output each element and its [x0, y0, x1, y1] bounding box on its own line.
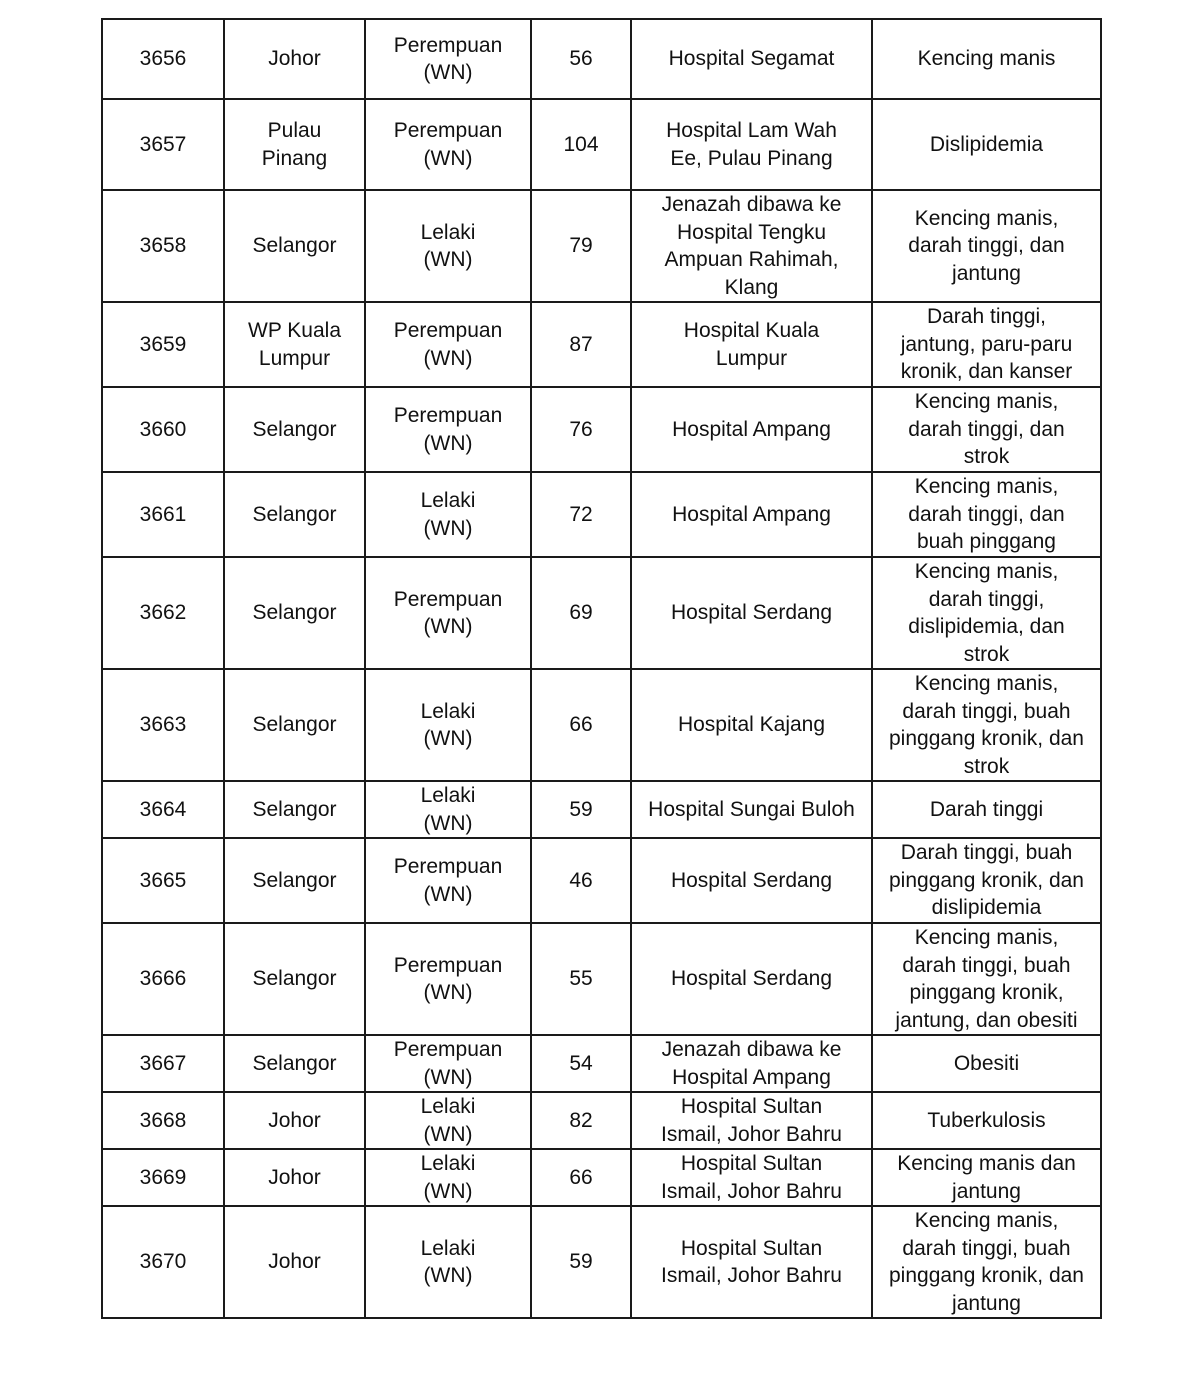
gender-line: Perempuan	[393, 587, 503, 611]
place-of-death-line: Hospital Serdang	[670, 868, 833, 892]
gender-line: Perempuan	[393, 319, 503, 342]
comorbidity-line: dislipidemia	[931, 896, 1042, 920]
state-line: Johor	[268, 1165, 321, 1189]
case-number-cell: 3657	[102, 99, 224, 190]
case-number-cell: 3661	[102, 472, 224, 557]
state-line: Pinang	[261, 146, 328, 170]
case-number-cell: 3669	[102, 1149, 224, 1206]
gender-cell	[365, 302, 531, 387]
state-cell	[224, 669, 365, 781]
gender-line: Lelaki	[420, 220, 476, 244]
comorbidity-line: darah tinggi,	[928, 587, 1045, 611]
comorbidity-cell	[872, 1035, 1101, 1092]
comorbidity-line: jantung	[952, 1291, 1021, 1315]
comorbidity-cell	[872, 472, 1101, 557]
place-of-death-line: Ampuan Rahimah,	[664, 248, 839, 271]
table-row	[102, 19, 1101, 99]
age-cell: 66	[531, 1149, 631, 1206]
comorbidity-line: pinggang kronik,	[909, 981, 1064, 1004]
gender-line: (WN)	[423, 727, 473, 750]
gender-line: Lelaki	[420, 1095, 476, 1118]
comorbidity-line: Kencing manis dan	[897, 1152, 1076, 1175]
age-cell: 59	[531, 781, 631, 838]
age-cell: 104	[531, 99, 631, 190]
gender-line: Lelaki	[420, 699, 476, 723]
comorbidity-cell	[872, 99, 1101, 190]
state-line: Selangor	[252, 601, 337, 625]
gender-line: Perempuan	[393, 119, 503, 142]
table-row	[102, 838, 1101, 923]
case-number-cell: 3664	[102, 781, 224, 838]
age-cell: 56	[531, 19, 631, 99]
comorbidity-line: buah pinggang	[917, 530, 1056, 554]
state-line: Selangor	[252, 502, 337, 526]
place-of-death-cell	[631, 302, 872, 387]
gender-line: (WN)	[423, 1122, 473, 1146]
place-of-death-cell	[631, 387, 872, 472]
comorbidity-line: Kencing manis,	[914, 672, 1059, 695]
case-number-cell: 3658	[102, 190, 224, 302]
age-cell: 82	[531, 1092, 631, 1149]
place-of-death-cell	[631, 19, 872, 99]
age-cell: 87	[531, 302, 631, 387]
case-number-cell: 3666	[102, 923, 224, 1035]
place-of-death-line: Jenazah dibawa ke	[661, 1038, 842, 1061]
comorbidity-line: jantung	[952, 261, 1021, 285]
place-of-death-cell	[631, 99, 872, 190]
place-of-death-cell	[631, 1092, 872, 1149]
case-number-cell: 3670	[102, 1206, 224, 1318]
place-of-death-line: Hospital Sultan	[680, 1152, 823, 1175]
age-cell: 59	[531, 1206, 631, 1318]
place-of-death-line: Hospital Sultan	[680, 1236, 823, 1260]
place-of-death-line: Jenazah dibawa ke	[661, 193, 842, 216]
table-row	[102, 387, 1101, 472]
state-cell	[224, 1149, 365, 1206]
gender-line: (WN)	[423, 346, 473, 370]
comorbidity-cell	[872, 923, 1101, 1035]
gender-line: Lelaki	[420, 1152, 476, 1175]
gender-cell	[365, 838, 531, 923]
gender-cell	[365, 387, 531, 472]
place-of-death-line: Hospital Ampang	[672, 502, 831, 526]
comorbidity-line: Kencing manis,	[914, 390, 1059, 414]
gender-cell	[365, 19, 531, 99]
place-of-death-line: Klang	[724, 275, 779, 299]
comorbidity-cell	[872, 781, 1101, 838]
comorbidity-cell	[872, 557, 1101, 669]
place-of-death-cell	[631, 923, 872, 1035]
table-row	[102, 99, 1101, 190]
state-cell	[224, 19, 365, 99]
case-number-cell: 3662	[102, 557, 224, 669]
gender-line: (WN)	[423, 1179, 473, 1203]
comorbidity-line: jantung, paru-paru	[900, 332, 1073, 356]
table-row	[102, 1035, 1101, 1092]
case-number-cell: 3660	[102, 387, 224, 472]
state-line: Selangor	[252, 234, 337, 258]
place-of-death-line: Hospital Kuala	[683, 319, 820, 342]
comorbidity-cell	[872, 1149, 1101, 1206]
place-of-death-line: Hospital Ampang	[672, 1065, 831, 1089]
table-row	[102, 190, 1101, 302]
place-of-death-line: Lumpur	[715, 346, 788, 370]
gender-line: (WN)	[423, 981, 473, 1004]
place-of-death-cell	[631, 557, 872, 669]
comorbidity-cell	[872, 838, 1101, 923]
age-cell: 46	[531, 838, 631, 923]
comorbidity-line: Darah tinggi	[929, 797, 1044, 821]
gender-line: Lelaki	[420, 489, 476, 512]
gender-cell	[365, 472, 531, 557]
comorbidity-line: Kencing manis,	[914, 475, 1059, 499]
gender-line: Perempuan	[393, 33, 503, 57]
place-of-death-cell	[631, 781, 872, 838]
state-line: Selangor	[252, 868, 337, 892]
comorbidity-line: Tuberkulosis	[927, 1108, 1046, 1132]
place-of-death-cell	[631, 1149, 872, 1206]
gender-cell	[365, 1035, 531, 1092]
gender-line: Perempuan	[393, 953, 503, 977]
age-cell: 79	[531, 190, 631, 302]
case-number-cell: 3667	[102, 1035, 224, 1092]
state-cell	[224, 1035, 365, 1092]
comorbidity-line: darah tinggi, dan	[908, 417, 1065, 441]
comorbidity-line: Darah tinggi,	[926, 305, 1047, 329]
place-of-death-cell	[631, 669, 872, 781]
state-line: Selangor	[252, 1051, 337, 1075]
gender-line: Perempuan	[393, 1038, 503, 1061]
gender-line: (WN)	[423, 615, 473, 638]
gender-cell	[365, 1206, 531, 1318]
case-number-cell: 3663	[102, 669, 224, 781]
table-row	[102, 1206, 1101, 1318]
place-of-death-cell	[631, 1206, 872, 1318]
age-cell: 54	[531, 1035, 631, 1092]
age-cell: 69	[531, 557, 631, 669]
state-cell	[224, 923, 365, 1035]
comorbidity-line: Darah tinggi, buah	[900, 841, 1073, 865]
document-page	[101, 18, 1100, 1319]
state-line: Johor	[268, 1250, 321, 1274]
comorbidity-line: darah tinggi, dan	[908, 502, 1065, 526]
place-of-death-line: Hospital Serdang	[670, 601, 833, 625]
comorbidity-line: jantung, dan obesiti	[895, 1008, 1078, 1032]
state-line: WP Kuala	[248, 319, 341, 342]
table-row	[102, 472, 1101, 557]
age-cell: 55	[531, 923, 631, 1035]
gender-cell	[365, 781, 531, 838]
state-cell	[224, 781, 365, 838]
gender-cell	[365, 669, 531, 781]
place-of-death-cell	[631, 838, 872, 923]
gender-line: (WN)	[423, 431, 473, 455]
gender-cell	[365, 1092, 531, 1149]
gender-cell	[365, 190, 531, 302]
age-cell: 72	[531, 472, 631, 557]
state-line: Selangor	[252, 417, 337, 441]
comorbidity-cell	[872, 190, 1101, 302]
comorbidity-line: Obesiti	[953, 1051, 1020, 1075]
comorbidity-line: jantung	[952, 1179, 1021, 1203]
state-cell	[224, 472, 365, 557]
place-of-death-line: Ee, Pulau Pinang	[670, 146, 833, 170]
table-row	[102, 781, 1101, 838]
case-number-cell: 3668	[102, 1092, 224, 1149]
comorbidity-line: Kencing manis	[917, 47, 1056, 71]
comorbidity-cell	[872, 19, 1101, 99]
age-cell: 66	[531, 669, 631, 781]
place-of-death-line: Hospital Segamat	[668, 47, 835, 71]
comorbidity-line: strok	[963, 445, 1010, 469]
state-line: Johor	[268, 1108, 321, 1132]
state-cell	[224, 838, 365, 923]
comorbidity-cell	[872, 302, 1101, 387]
state-cell	[224, 1092, 365, 1149]
gender-line: (WN)	[423, 516, 473, 540]
place-of-death-line: Ismail, Johor Bahru	[661, 1264, 842, 1287]
case-number-cell: 3659	[102, 302, 224, 387]
state-cell	[224, 190, 365, 302]
place-of-death-line: Hospital Lam Wah	[666, 119, 837, 142]
comorbidity-line: Kencing manis,	[914, 206, 1059, 230]
place-of-death-line: Hospital Sungai Buloh	[648, 797, 855, 821]
place-of-death-line: Hospital Ampang	[672, 417, 831, 441]
table-row	[102, 923, 1101, 1035]
table-row	[102, 557, 1101, 669]
place-of-death-cell	[631, 1035, 872, 1092]
place-of-death-line: Hospital Kajang	[677, 713, 826, 737]
gender-line: (WN)	[423, 811, 473, 835]
place-of-death-cell	[631, 472, 872, 557]
comorbidity-line: darah tinggi, buah	[902, 1236, 1071, 1260]
state-line: Lumpur	[258, 346, 331, 370]
comorbidity-cell	[872, 387, 1101, 472]
state-cell	[224, 387, 365, 472]
table-row	[102, 302, 1101, 387]
state-line: Johor	[268, 47, 321, 71]
gender-line: (WN)	[423, 146, 473, 170]
state-cell	[224, 557, 365, 669]
state-cell	[224, 1206, 365, 1318]
place-of-death-line: Ismail, Johor Bahru	[661, 1179, 842, 1203]
state-cell	[224, 99, 365, 190]
gender-line: (WN)	[423, 1264, 473, 1287]
state-line: Selangor	[252, 967, 337, 991]
comorbidity-line: Kencing manis,	[914, 1209, 1059, 1232]
comorbidity-line: pinggang kronik, dan	[889, 727, 1084, 750]
gender-line: Lelaki	[420, 784, 476, 807]
table-body	[102, 19, 1101, 1318]
case-number-cell: 3665	[102, 838, 224, 923]
gender-cell	[365, 1149, 531, 1206]
place-of-death-line: Hospital Serdang	[670, 967, 833, 991]
table-row	[102, 669, 1101, 781]
comorbidity-cell	[872, 669, 1101, 781]
gender-line: (WN)	[423, 882, 473, 906]
place-of-death-line: Hospital Sultan	[680, 1095, 823, 1118]
comorbidity-cell	[872, 1206, 1101, 1318]
case-number-cell: 3656	[102, 19, 224, 99]
gender-line: Perempuan	[393, 404, 503, 427]
comorbidity-line: Kencing manis,	[914, 926, 1059, 949]
gender-cell	[365, 557, 531, 669]
comorbidity-line: Kencing manis,	[914, 560, 1059, 583]
state-cell	[224, 302, 365, 387]
state-line: Selangor	[252, 713, 337, 737]
comorbidity-line: darah tinggi, buah	[902, 699, 1071, 723]
comorbidity-cell	[872, 1092, 1101, 1149]
age-cell: 76	[531, 387, 631, 472]
place-of-death-cell	[631, 190, 872, 302]
comorbidity-line: kronik, dan kanser	[900, 360, 1073, 384]
death-cases-table	[101, 18, 1102, 1319]
comorbidity-line: darah tinggi, dan	[908, 234, 1065, 258]
comorbidity-line: Dislipidemia	[929, 132, 1044, 156]
comorbidity-line: pinggang kronik, dan	[889, 1264, 1084, 1287]
place-of-death-line: Ismail, Johor Bahru	[661, 1122, 842, 1146]
comorbidity-line: strok	[963, 642, 1010, 666]
place-of-death-line: Hospital Tengku	[676, 220, 827, 244]
gender-line: (WN)	[423, 248, 473, 271]
gender-line: Lelaki	[420, 1236, 476, 1260]
comorbidity-line: strok	[963, 754, 1010, 778]
comorbidity-line: pinggang kronik, dan	[889, 868, 1084, 892]
table-row	[102, 1149, 1101, 1206]
state-line: Pulau	[267, 119, 322, 142]
state-line: Selangor	[252, 797, 337, 821]
gender-cell	[365, 99, 531, 190]
gender-cell	[365, 923, 531, 1035]
comorbidity-line: darah tinggi, buah	[902, 953, 1071, 977]
gender-line: Perempuan	[393, 855, 503, 878]
table-row	[102, 1092, 1101, 1149]
gender-line: (WN)	[423, 1065, 473, 1089]
comorbidity-line: dislipidemia, dan	[908, 615, 1065, 638]
gender-line: (WN)	[423, 61, 473, 84]
